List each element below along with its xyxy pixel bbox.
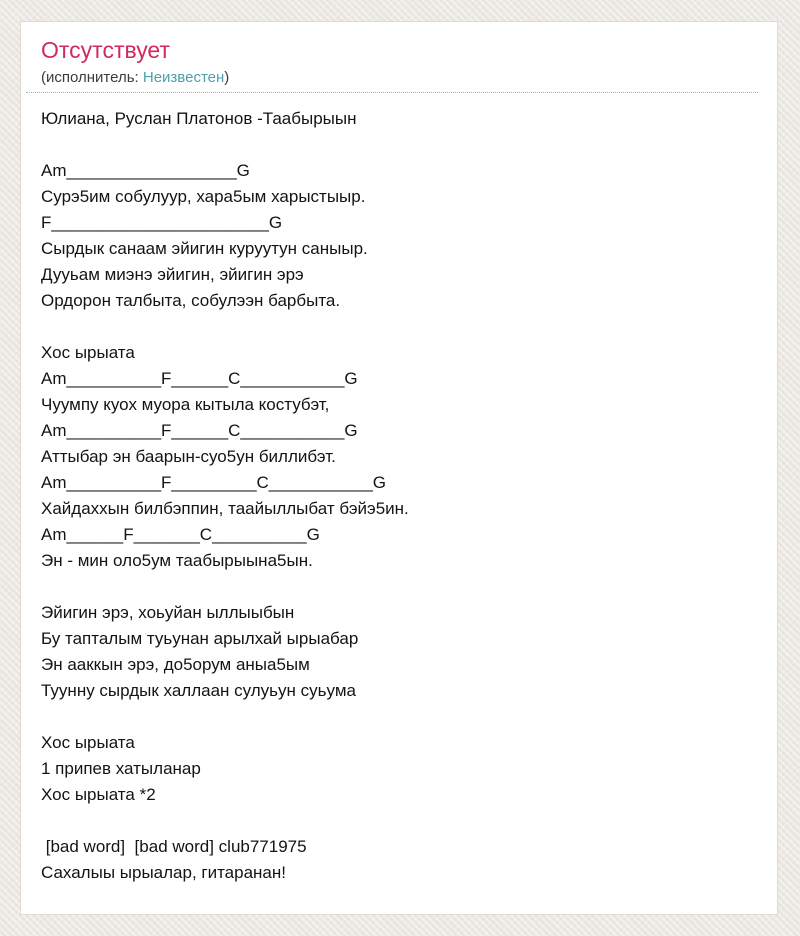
lyrics-block bbox=[21, 106, 777, 914]
lyric-line bbox=[41, 808, 757, 834]
lyric-line bbox=[41, 314, 757, 340]
lyric-line: Сырдык санаам эйигин куруутун саныыр. bbox=[41, 239, 368, 258]
lyric-line: Чуумпу куох муора кытыла костубэт, bbox=[41, 395, 330, 414]
lyric-line: F_______________________G bbox=[41, 213, 283, 232]
lyric-line: Am__________F_________C___________G bbox=[41, 473, 387, 492]
lyric-line: Туунну сырдык халлаан сулуьун суьума bbox=[41, 681, 356, 700]
lyric-line: Am__________F______C___________G bbox=[41, 369, 358, 388]
lyric-line: Сахалыы ырыалар, гитаранан! bbox=[41, 863, 286, 882]
lyric-line: Am__________________G bbox=[41, 161, 250, 180]
lyric-line: Эн - мин оло5ум таабырыына5ын. bbox=[41, 551, 313, 570]
lyric-line: 1 припев хатыланар bbox=[41, 759, 201, 778]
artist-line bbox=[41, 68, 758, 88]
artist-label: (исполнитель: bbox=[41, 69, 143, 86]
lyric-line: Юлиана, Руслан Платонов -Таабырыын bbox=[41, 109, 357, 128]
lyric-line: Сурэ5им собулуур, хара5ым харыстыыр. bbox=[41, 187, 366, 206]
lyric-line: Бу тапталым туьунан арылхай ырыабар bbox=[41, 629, 359, 648]
artist-label-suffix: ) bbox=[224, 69, 230, 86]
content-card bbox=[20, 21, 778, 915]
lyric-line: Хос ырыата *2 bbox=[41, 785, 156, 804]
lyric-line: Аттыбар эн баарын-суо5ун биллибэт. bbox=[41, 447, 336, 466]
song-header bbox=[26, 22, 758, 93]
lyric-line bbox=[41, 132, 757, 158]
lyric-line bbox=[41, 704, 757, 730]
lyric-line: Am______F_______C__________G bbox=[41, 525, 320, 544]
lyric-line: Ордорон талбыта, собулээн барбыта. bbox=[41, 291, 341, 310]
lyric-line: Эн ааккын эрэ, до5орум аныа5ым bbox=[41, 655, 310, 674]
lyric-line: Дууьам миэнэ эйигин, эйигин эрэ bbox=[41, 265, 304, 284]
lyric-line bbox=[41, 574, 757, 600]
page-title: Отсутствует bbox=[41, 37, 170, 63]
lyric-line: Хос ырыата bbox=[41, 733, 135, 752]
lyric-line: Хос ырыата bbox=[41, 343, 135, 362]
artist-link[interactable]: Неизвестен bbox=[142, 69, 225, 86]
lyric-line: Эйигин эрэ, хоьуйан ыллыыбын bbox=[41, 603, 295, 622]
lyric-line: Am__________F______C___________G bbox=[41, 421, 358, 440]
lyric-line: [bad word] [bad word] club771975 bbox=[41, 837, 307, 856]
lyric-line: Хайдаххын билбэппин, таайыллыбат бэйэ5ин. bbox=[41, 499, 409, 518]
